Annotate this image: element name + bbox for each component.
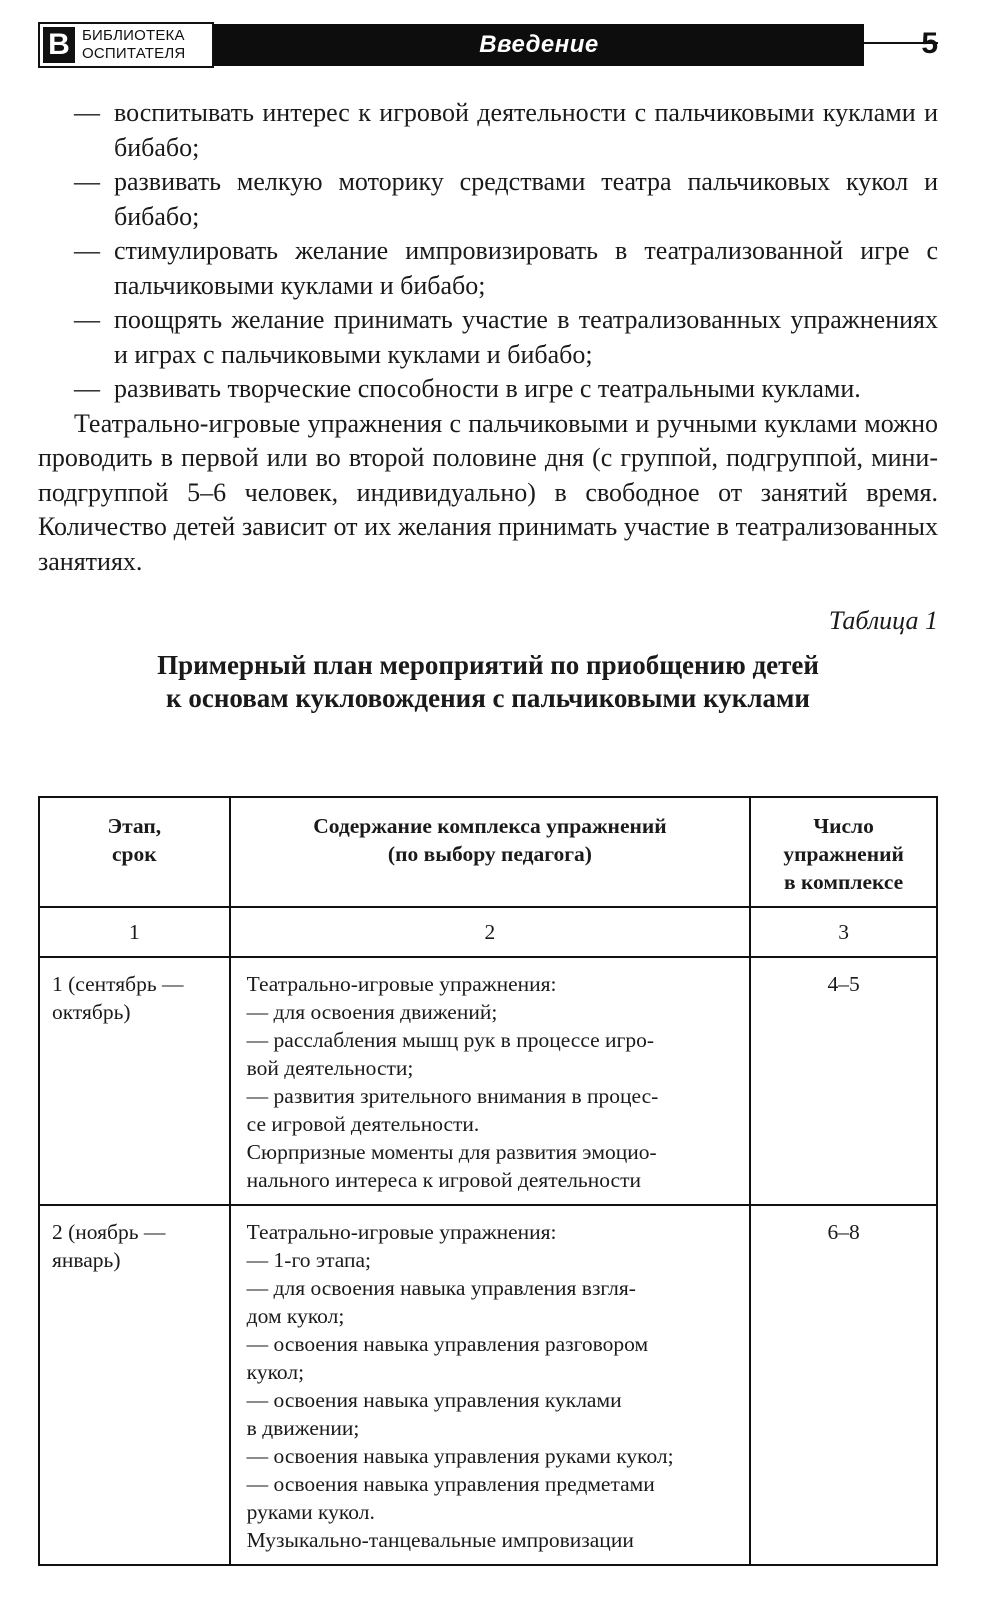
header-content: [230, 797, 751, 907]
list-item-text: развивать творческие способности в игре с театральными куклами.: [114, 374, 861, 403]
cell-line: — освоения навыка управления предметами: [246, 1472, 655, 1496]
running-header: [38, 20, 938, 70]
list-item-text: стимулировать желание импровизировать в театрализованной игре с пальчиковыми куклами и бибабо;: [114, 236, 938, 300]
table-title-line-1: Примерный план мероприятий по приобщению детей: [157, 650, 819, 680]
cell-line: се игровой деятельности.: [246, 1112, 480, 1136]
column-number: 1: [39, 907, 230, 957]
table-row: [39, 957, 937, 1205]
column-number-row: [39, 907, 937, 957]
content-cell: [230, 1205, 751, 1565]
cell-line: Сюрпризные моменты для развития эмоцио-: [246, 1140, 657, 1164]
cell-line: в движении;: [246, 1416, 360, 1440]
cell-line: — 1-го этапа;: [246, 1248, 372, 1272]
header-text: срок: [112, 842, 157, 866]
list-item-text: воспитывать интерес к игровой деятельности с пальчиковыми куклами и бибабо;: [114, 98, 938, 162]
page-number: 5: [921, 27, 938, 60]
table-title: [38, 649, 938, 715]
cell-line: — освоения навыка управления разговором: [246, 1332, 649, 1356]
content-cell: [230, 957, 751, 1205]
header-text: Этап,: [107, 814, 162, 838]
cell-line: январь): [52, 1248, 121, 1272]
count-cell: 4–5: [750, 957, 937, 1205]
plan-table: [38, 796, 938, 1566]
column-number: 3: [750, 907, 937, 957]
header-count: [750, 797, 937, 907]
cell-line: дом кукол;: [246, 1304, 345, 1328]
list-item: [38, 303, 938, 372]
table-number: Таблица 1: [828, 606, 938, 635]
header-text: Содержание комплекса упражнений: [313, 814, 667, 838]
header-text: Число: [813, 814, 874, 838]
cell-line: кукол;: [246, 1360, 305, 1384]
body-paragraph: Театрально-игровые упражнения с пальчиковыми и ручными куклами можно проводить в первой или во второй половине дня (с группой, подгруппой, мини-подгруппой 5–6 человек, индивидуально) в свободное от занятий время. Количество детей зависит от их желания принимать участие в театрализованных занятиях.: [38, 408, 938, 576]
dash: —: [74, 305, 100, 334]
list-item: [38, 234, 938, 303]
list-item: [38, 165, 938, 234]
logo-text: [82, 27, 214, 63]
goal-list: [38, 96, 938, 407]
stage-cell: [39, 1205, 230, 1565]
cell-line: — расслабления мышц рук в процессе игро-: [246, 1028, 655, 1052]
header-text: в комплексе: [783, 870, 904, 894]
dash: —: [74, 167, 100, 196]
dash: —: [74, 236, 100, 265]
column-number: 2: [230, 907, 751, 957]
header-stage: [39, 797, 230, 907]
cell-line: — освоения навыка управления куклами: [246, 1388, 622, 1412]
header-text: упражнений: [783, 842, 904, 866]
table-header-row: [39, 797, 937, 907]
cell-line: октябрь): [52, 1000, 131, 1024]
cell-line: 1 (сентябрь —: [52, 972, 184, 996]
cell-line: — освоения навыка управления руками кукол;: [246, 1444, 674, 1468]
table-row: [39, 1205, 937, 1565]
cell-line: — для освоения движений;: [246, 1000, 498, 1024]
logo-letter: В: [43, 27, 75, 63]
cell-line: Театрально-игровые упражнения:: [246, 1220, 557, 1244]
count-cell: 6–8: [750, 1205, 937, 1565]
header-text: (по выбору педагога): [387, 842, 592, 866]
cell-line: Театрально-игровые упражнения:: [246, 972, 557, 996]
logo-line-2: ОСПИТАТЕЛЯ: [82, 45, 186, 62]
cell-line: — для освоения навыка управления взгля-: [246, 1276, 636, 1300]
page-content: [38, 96, 938, 715]
section-title: Введение: [479, 31, 599, 58]
logo-line-1: БИБЛИОТЕКА: [82, 27, 185, 44]
list-item-text: развивать мелкую моторику средствами театра пальчиковых кукол и бибабо;: [114, 167, 938, 231]
cell-line: 2 (ноябрь —: [52, 1220, 166, 1244]
section-title-bar: [214, 24, 864, 66]
cell-line: руками кукол.: [246, 1500, 375, 1524]
cell-line: Музыкально-танцевальные импровизации: [246, 1528, 634, 1552]
cell-line: — развития зрительного внимания в процес-: [246, 1084, 659, 1108]
list-item-text: поощрять желание принимать участие в театрализованных упражнениях и играх с пальчиковыми куклами и бибабо;: [114, 305, 938, 369]
cell-line: вой деятельности;: [246, 1056, 414, 1080]
dash: —: [74, 374, 100, 403]
table-title-line-2: к основам кукловождения с пальчиковыми куклами: [166, 683, 810, 713]
list-item: [38, 96, 938, 165]
stage-cell: [39, 957, 230, 1205]
dash: —: [74, 98, 100, 127]
list-item: [38, 372, 938, 407]
series-logo: [38, 22, 214, 68]
cell-line: нального интереса к игровой деятельности: [246, 1168, 641, 1192]
